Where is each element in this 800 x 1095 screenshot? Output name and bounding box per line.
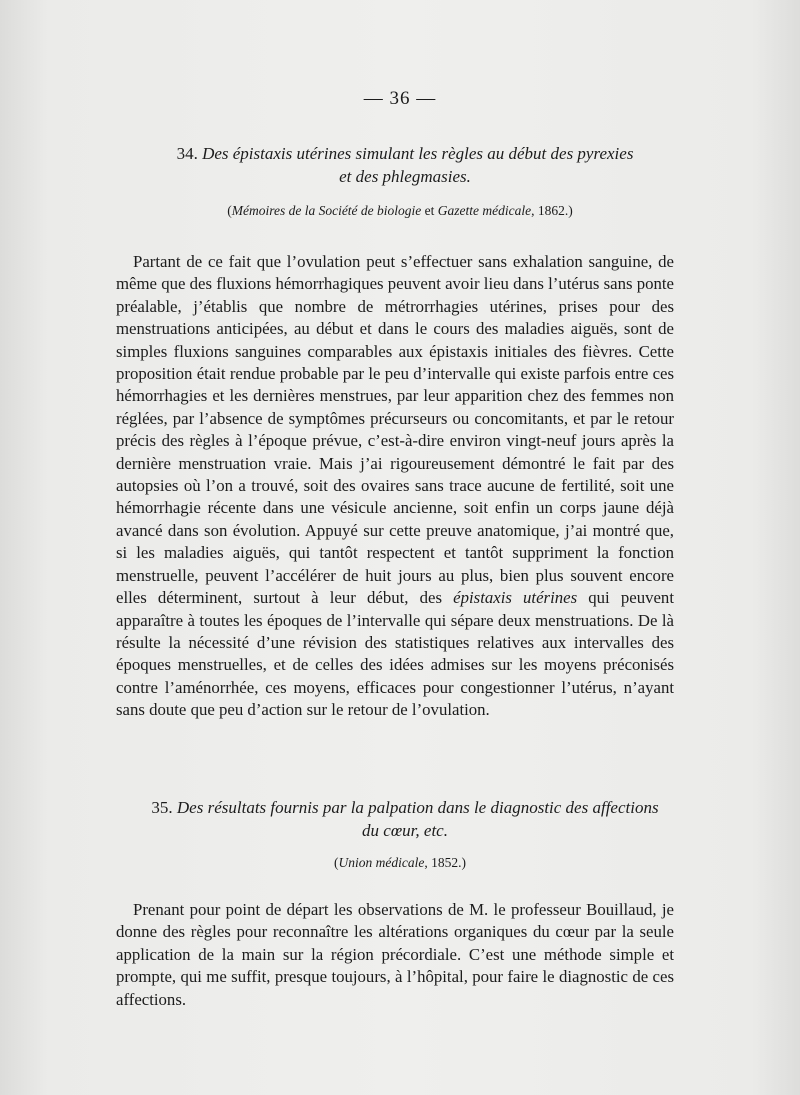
source-journal-1: Mémoires de la Société de biologie [231,203,422,218]
source-journal-3: Union médicale [338,855,425,870]
section-34-title-line2: et des phlegmasies. [339,167,471,186]
section-35-title [130,796,680,842]
italic-term: épistaxis utérines [453,588,578,608]
section-34-source: (Mémoires de la Société de biologie et Gazette médicale, 1862.) [227,203,573,218]
section-34-title [130,142,680,188]
section-35-number: 35. [151,798,173,817]
section-34-number: 34. [176,144,198,163]
section-35-title-line1: Des résultats fournis par la palpation dans le diagnostic des affections [176,798,659,817]
page-number: — 36 — [363,88,437,109]
source-journal-2: Gazette médicale [437,203,532,218]
section-34-body: Partant de ce fait que l’ovulation peut s’effectuer sans exhalation sanguine, de même que des fluxions hémorrhagiques peuvent avoir lieu dans l’utérus sans ponte préalable, j’établis que nombre de métrorrhagies utérines, prises pour des menstruations anticipées, au début et dans le cours des maladies aiguës, sont de simples fluxions sanguines comparables aux épistaxis initiales des fièvres. Cette proposition était rendue probable par le peu d’intervalle qui existe parfois entre ces hémorrhagies et les dernières menstrues, par leur apparition chez des femmes non réglées, par l’absence de symptômes précurseurs ou concomitants, et par le retour précis des règles à l’époque prévue, c’est-à-dire environ vingt-neuf jours après la dernière menstruation vraie. Mais j’ai rigoureusement démontré le fait par des autopsies où l’on a trouvé, soit des ovaires sans trace aucune de fertilité, soit une hémorrhagie récente dans une vésicule ancienne, soit enfin un corps jaune déjà avancé dans son évolution. Appuyé sur cette preuve anatomique, j’ai montré que, si les maladies aiguës, qui tantôt respectent et tantôt suppriment la fonction menstruelle, peuvent l’accélérer de huit jours au plus, bien plus souvent encore elles déterminent, surtout à leur début, des épistaxis utérines qui peuvent apparaître à toutes les époques de l’intervalle qui sépare deux menstruations. De là résulte la nécessité d’une révision des statistiques relatives aux intervalles des époques menstruelles, et de celles des idées admises sur les moyens préconisés contre l’aménorrhée, ces moyens, efficaces pour congestionner l’utérus, n’ayant sans doute que peu d’action sur le retour de l’ovulation. [116,252,674,720]
section-35-body: Prenant pour point de départ les observations de M. le professeur Bouillaud, je donne des règles pour reconnaître les altérations organiques du cœur par la seule application de la main sur la région précordiale. C’est une méthode simple et prompte, qui me suffit, presque toujours, à l’hôpital, pour faire le diagnostic de ces affections. [116,900,674,1009]
section-35-title-line2: du cœur, etc. [362,821,448,840]
section-35-source: (Union médicale, 1852.) [334,855,466,870]
section-34-title-line1: Des épistaxis utérines simulant les règles au début des pyrexies [202,144,634,163]
